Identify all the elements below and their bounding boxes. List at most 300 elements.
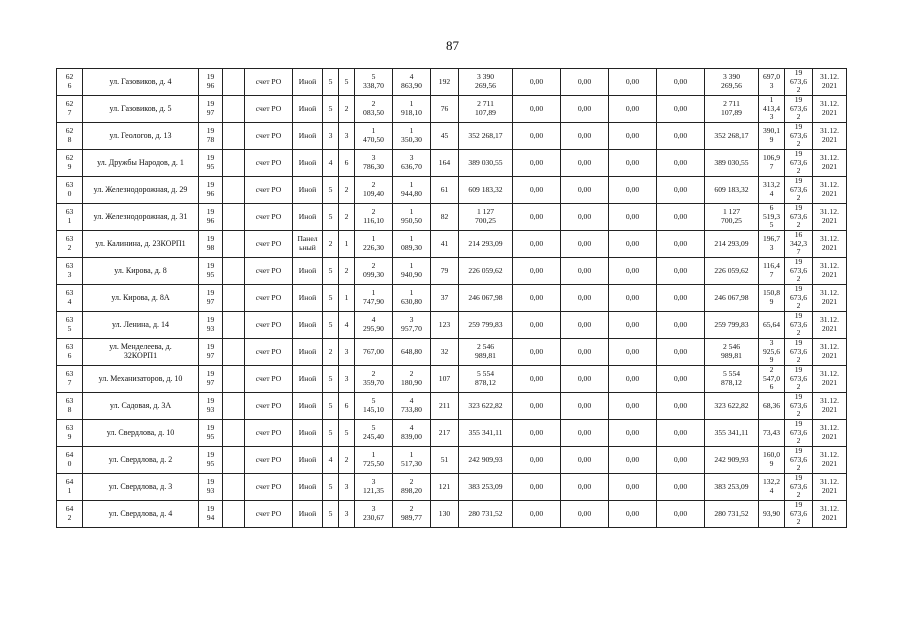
cell-fund-method: счет РО (245, 474, 293, 501)
cell-residents: 82 (431, 204, 459, 231)
cell-cost-municipal: 0,00 (609, 501, 657, 528)
cell-row-number: 63 3 (57, 258, 83, 285)
cell-row-number: 63 9 (57, 420, 83, 447)
cell-cost-per-sqm: 1 413,4 3 (759, 96, 785, 123)
cell-completion-date: 31.12. 2021 (813, 150, 847, 177)
cell-wall-material: Иной (293, 123, 323, 150)
cell-cost-per-sqm: 160,0 9 (759, 447, 785, 474)
cell-address: ул. Свердлова, д. 10 (83, 420, 199, 447)
cell-completion-date: 31.12. 2021 (813, 231, 847, 258)
cell-total-area: 2 359,70 (355, 366, 393, 393)
table-row (57, 474, 847, 501)
cell-total-area: 1 470,50 (355, 123, 393, 150)
cell-cost-fund: 383 253,09 (705, 474, 759, 501)
cell-residents: 164 (431, 150, 459, 177)
cell-living-area: 4 733,80 (393, 393, 431, 420)
table-row (57, 447, 847, 474)
cell-total-area: 2 099,30 (355, 258, 393, 285)
cell-floors: 5 (323, 474, 339, 501)
cell-row-number: 63 5 (57, 312, 83, 339)
cell-total-area: 4 295,90 (355, 312, 393, 339)
cell-cost-owners: 0,00 (657, 150, 705, 177)
cell-cost-municipal: 0,00 (609, 474, 657, 501)
cell-entrances: 2 (339, 177, 355, 204)
cell-cost-regional: 0,00 (561, 150, 609, 177)
cell-total-cost: 246 067,98 (459, 285, 513, 312)
cell-total-area: 3 121,35 (355, 474, 393, 501)
cell-cost-fund: 280 731,52 (705, 501, 759, 528)
cell-cost-limit: 19 673,6 2 (785, 474, 813, 501)
cell-row-number: 63 8 (57, 393, 83, 420)
cell-total-area: 1 226,30 (355, 231, 393, 258)
cell-fund-method: счет РО (245, 177, 293, 204)
cell-total-area: 1 747,90 (355, 285, 393, 312)
cell-cost-federal: 0,00 (513, 231, 561, 258)
cell-wall-material: Иной (293, 150, 323, 177)
cell-cost-regional: 0,00 (561, 312, 609, 339)
cell-total-area: 5 245,40 (355, 420, 393, 447)
cell-fund-method: счет РО (245, 204, 293, 231)
cell-row-number: 63 4 (57, 285, 83, 312)
cell-cost-limit: 19 673,6 2 (785, 366, 813, 393)
cell-cost-regional: 0,00 (561, 258, 609, 285)
cell-cost-owners: 0,00 (657, 393, 705, 420)
cell-entrances: 2 (339, 96, 355, 123)
cell-cost-per-sqm: 3 925,6 9 (759, 339, 785, 366)
cell-completion-date: 31.12. 2021 (813, 285, 847, 312)
cell-year-built: 19 96 (199, 177, 223, 204)
cell-entrances: 3 (339, 474, 355, 501)
cell-row-number: 63 7 (57, 366, 83, 393)
cell-living-area: 3 957,70 (393, 312, 431, 339)
cell-cost-fund: 226 059,62 (705, 258, 759, 285)
cell-year-overhaul (223, 123, 245, 150)
cell-year-overhaul (223, 150, 245, 177)
cell-residents: 79 (431, 258, 459, 285)
cell-year-overhaul (223, 96, 245, 123)
cell-cost-fund: 352 268,17 (705, 123, 759, 150)
cell-cost-municipal: 0,00 (609, 69, 657, 96)
cell-cost-per-sqm: 6 519,3 5 (759, 204, 785, 231)
cell-address: ул. Железнодорожная, д. 31 (83, 204, 199, 231)
cell-cost-fund: 2 711 107,89 (705, 96, 759, 123)
table-row (57, 420, 847, 447)
cell-residents: 130 (431, 501, 459, 528)
cell-wall-material: Иной (293, 177, 323, 204)
cell-cost-owners: 0,00 (657, 501, 705, 528)
cell-year-built: 19 97 (199, 285, 223, 312)
cell-completion-date: 31.12. 2021 (813, 204, 847, 231)
cell-cost-regional: 0,00 (561, 123, 609, 150)
cell-cost-federal: 0,00 (513, 501, 561, 528)
cell-cost-limit: 19 673,6 2 (785, 447, 813, 474)
cell-living-area: 648,80 (393, 339, 431, 366)
table-row (57, 204, 847, 231)
cell-year-built: 19 95 (199, 420, 223, 447)
cell-wall-material: Иной (293, 393, 323, 420)
cell-total-cost: 259 799,83 (459, 312, 513, 339)
cell-cost-municipal: 0,00 (609, 231, 657, 258)
cell-cost-federal: 0,00 (513, 393, 561, 420)
cell-cost-municipal: 0,00 (609, 339, 657, 366)
cell-year-overhaul (223, 339, 245, 366)
cell-cost-federal: 0,00 (513, 204, 561, 231)
cell-row-number: 64 1 (57, 474, 83, 501)
cell-address: ул. Газовиков, д. 4 (83, 69, 199, 96)
cell-completion-date: 31.12. 2021 (813, 447, 847, 474)
cell-floors: 5 (323, 96, 339, 123)
cell-total-area: 5 145,10 (355, 393, 393, 420)
cell-year-built: 19 78 (199, 123, 223, 150)
cell-year-overhaul (223, 258, 245, 285)
cell-row-number: 64 2 (57, 501, 83, 528)
cell-cost-limit: 19 673,6 2 (785, 123, 813, 150)
cell-fund-method: счет РО (245, 123, 293, 150)
cell-living-area: 1 517,30 (393, 447, 431, 474)
cell-cost-municipal: 0,00 (609, 150, 657, 177)
cell-floors: 5 (323, 258, 339, 285)
cell-cost-regional: 0,00 (561, 231, 609, 258)
cell-completion-date: 31.12. 2021 (813, 312, 847, 339)
cell-cost-fund: 5 554 878,12 (705, 366, 759, 393)
cell-residents: 76 (431, 96, 459, 123)
cell-year-overhaul (223, 420, 245, 447)
cell-cost-municipal: 0,00 (609, 123, 657, 150)
cell-cost-fund: 323 622,82 (705, 393, 759, 420)
cell-total-cost: 389 030,55 (459, 150, 513, 177)
cell-entrances: 1 (339, 285, 355, 312)
cell-year-built: 19 95 (199, 447, 223, 474)
cell-entrances: 6 (339, 150, 355, 177)
cell-address: ул. Газовиков, д. 5 (83, 96, 199, 123)
cell-residents: 211 (431, 393, 459, 420)
table-row (57, 393, 847, 420)
cell-year-built: 19 97 (199, 96, 223, 123)
cell-total-area: 767,00 (355, 339, 393, 366)
cell-wall-material: Панел ьный (293, 231, 323, 258)
cell-cost-limit: 19 673,6 2 (785, 285, 813, 312)
cell-cost-federal: 0,00 (513, 96, 561, 123)
cell-entrances: 2 (339, 204, 355, 231)
cell-cost-federal: 0,00 (513, 69, 561, 96)
cell-total-cost: 323 622,82 (459, 393, 513, 420)
cell-wall-material: Иной (293, 366, 323, 393)
cell-address: ул. Железнодорожная, д. 29 (83, 177, 199, 204)
cell-cost-federal: 0,00 (513, 339, 561, 366)
cell-fund-method: счет РО (245, 393, 293, 420)
cell-year-built: 19 97 (199, 366, 223, 393)
cell-total-cost: 214 293,09 (459, 231, 513, 258)
cell-year-built: 19 94 (199, 501, 223, 528)
cell-entrances: 2 (339, 447, 355, 474)
cell-total-cost: 2 711 107,89 (459, 96, 513, 123)
cell-address: ул. Свердлова, д. 4 (83, 501, 199, 528)
cell-floors: 5 (323, 285, 339, 312)
cell-cost-per-sqm: 116,4 7 (759, 258, 785, 285)
table-row (57, 177, 847, 204)
cell-cost-federal: 0,00 (513, 366, 561, 393)
cell-completion-date: 31.12. 2021 (813, 474, 847, 501)
cell-residents: 123 (431, 312, 459, 339)
cell-cost-fund: 242 909,93 (705, 447, 759, 474)
cell-cost-limit: 19 673,6 2 (785, 69, 813, 96)
cell-year-built: 19 95 (199, 150, 223, 177)
table-row (57, 339, 847, 366)
cell-row-number: 62 8 (57, 123, 83, 150)
cell-living-area: 1 918,10 (393, 96, 431, 123)
cell-cost-federal: 0,00 (513, 123, 561, 150)
cell-entrances: 5 (339, 69, 355, 96)
cell-row-number: 63 1 (57, 204, 83, 231)
page-number: 87 (446, 38, 459, 53)
cell-fund-method: счет РО (245, 420, 293, 447)
cell-entrances: 6 (339, 393, 355, 420)
cell-residents: 107 (431, 366, 459, 393)
cell-cost-limit: 19 673,6 2 (785, 393, 813, 420)
cell-cost-limit: 19 673,6 2 (785, 420, 813, 447)
cell-cost-fund: 2 546 989,81 (705, 339, 759, 366)
cell-year-overhaul (223, 204, 245, 231)
cell-year-overhaul (223, 447, 245, 474)
cell-floors: 5 (323, 312, 339, 339)
cell-fund-method: счет РО (245, 69, 293, 96)
cell-cost-per-sqm: 106,9 7 (759, 150, 785, 177)
cell-cost-federal: 0,00 (513, 150, 561, 177)
cell-wall-material: Иной (293, 420, 323, 447)
cell-fund-method: счет РО (245, 339, 293, 366)
cell-living-area: 1 940,90 (393, 258, 431, 285)
cell-total-cost: 226 059,62 (459, 258, 513, 285)
cell-cost-municipal: 0,00 (609, 204, 657, 231)
cell-cost-owners: 0,00 (657, 69, 705, 96)
cell-cost-owners: 0,00 (657, 177, 705, 204)
cell-fund-method: счет РО (245, 96, 293, 123)
cell-cost-regional: 0,00 (561, 420, 609, 447)
cell-total-area: 5 338,70 (355, 69, 393, 96)
cell-living-area: 4 839,00 (393, 420, 431, 447)
cell-total-cost: 355 341,11 (459, 420, 513, 447)
cell-floors: 5 (323, 393, 339, 420)
cell-fund-method: счет РО (245, 258, 293, 285)
table-row (57, 123, 847, 150)
cell-address: ул. Кирова, д. 8 (83, 258, 199, 285)
cell-address: ул. Свердлова, д. 3 (83, 474, 199, 501)
cell-cost-per-sqm: 132,2 4 (759, 474, 785, 501)
cell-fund-method: счет РО (245, 366, 293, 393)
cell-cost-owners: 0,00 (657, 474, 705, 501)
cell-floors: 4 (323, 447, 339, 474)
cell-cost-fund: 246 067,98 (705, 285, 759, 312)
cell-floors: 5 (323, 420, 339, 447)
cell-cost-owners: 0,00 (657, 312, 705, 339)
cell-fund-method: счет РО (245, 501, 293, 528)
cell-row-number: 62 7 (57, 96, 83, 123)
cell-year-overhaul (223, 285, 245, 312)
cell-cost-owners: 0,00 (657, 285, 705, 312)
cell-cost-regional: 0,00 (561, 339, 609, 366)
cell-cost-federal: 0,00 (513, 312, 561, 339)
cell-cost-fund: 3 390 269,56 (705, 69, 759, 96)
cell-cost-owners: 0,00 (657, 204, 705, 231)
cell-year-overhaul (223, 312, 245, 339)
cell-total-cost: 2 546 989,81 (459, 339, 513, 366)
cell-cost-per-sqm: 65,64 (759, 312, 785, 339)
cell-cost-federal: 0,00 (513, 258, 561, 285)
cell-total-cost: 5 554 878,12 (459, 366, 513, 393)
cell-year-built: 19 93 (199, 474, 223, 501)
cell-total-cost: 1 127 700,25 (459, 204, 513, 231)
cell-living-area: 2 180,90 (393, 366, 431, 393)
cell-cost-regional: 0,00 (561, 285, 609, 312)
cell-living-area: 1 350,30 (393, 123, 431, 150)
cell-floors: 5 (323, 204, 339, 231)
cell-completion-date: 31.12. 2021 (813, 177, 847, 204)
cell-cost-municipal: 0,00 (609, 393, 657, 420)
cell-cost-per-sqm: 313,2 4 (759, 177, 785, 204)
cell-cost-per-sqm: 2 547,0 6 (759, 366, 785, 393)
cell-fund-method: счет РО (245, 447, 293, 474)
cell-cost-regional: 0,00 (561, 177, 609, 204)
cell-wall-material: Иной (293, 447, 323, 474)
cell-year-overhaul (223, 177, 245, 204)
cell-total-cost: 383 253,09 (459, 474, 513, 501)
cell-entrances: 5 (339, 420, 355, 447)
cell-cost-fund: 214 293,09 (705, 231, 759, 258)
cell-residents: 51 (431, 447, 459, 474)
cell-cost-municipal: 0,00 (609, 258, 657, 285)
cell-cost-federal: 0,00 (513, 420, 561, 447)
cell-year-overhaul (223, 366, 245, 393)
cell-total-cost: 352 268,17 (459, 123, 513, 150)
cell-total-area: 3 786,30 (355, 150, 393, 177)
cell-cost-owners: 0,00 (657, 258, 705, 285)
cell-cost-federal: 0,00 (513, 177, 561, 204)
cell-cost-regional: 0,00 (561, 96, 609, 123)
cell-completion-date: 31.12. 2021 (813, 69, 847, 96)
cell-year-overhaul (223, 69, 245, 96)
cell-address: ул. Ленина, д. 14 (83, 312, 199, 339)
cell-row-number: 63 0 (57, 177, 83, 204)
cell-cost-municipal: 0,00 (609, 312, 657, 339)
cell-cost-per-sqm: 150,8 9 (759, 285, 785, 312)
cell-cost-limit: 19 673,6 2 (785, 96, 813, 123)
cell-address: ул. Кирова, д. 8А (83, 285, 199, 312)
cell-address: ул. Садовая, д. 3А (83, 393, 199, 420)
table-row (57, 501, 847, 528)
cell-year-built: 19 96 (199, 69, 223, 96)
cell-row-number: 63 6 (57, 339, 83, 366)
cell-floors: 2 (323, 339, 339, 366)
cell-wall-material: Иной (293, 204, 323, 231)
cell-wall-material: Иной (293, 258, 323, 285)
cell-year-overhaul (223, 501, 245, 528)
cell-cost-limit: 19 673,6 2 (785, 204, 813, 231)
cell-year-built: 19 93 (199, 312, 223, 339)
cell-cost-fund: 259 799,83 (705, 312, 759, 339)
cell-residents: 121 (431, 474, 459, 501)
cell-address: ул. Свердлова, д. 2 (83, 447, 199, 474)
cell-row-number: 62 6 (57, 69, 83, 96)
cell-living-area: 2 898,20 (393, 474, 431, 501)
cell-completion-date: 31.12. 2021 (813, 501, 847, 528)
cell-cost-municipal: 0,00 (609, 366, 657, 393)
cell-completion-date: 31.12. 2021 (813, 123, 847, 150)
cell-floors: 5 (323, 366, 339, 393)
cell-wall-material: Иной (293, 312, 323, 339)
cell-cost-per-sqm: 697,0 3 (759, 69, 785, 96)
cell-floors: 2 (323, 231, 339, 258)
cell-completion-date: 31.12. 2021 (813, 258, 847, 285)
cell-wall-material: Иной (293, 96, 323, 123)
cell-cost-municipal: 0,00 (609, 96, 657, 123)
cell-entrances: 4 (339, 312, 355, 339)
cell-entrances: 3 (339, 123, 355, 150)
cell-total-area: 2 109,40 (355, 177, 393, 204)
cell-cost-federal: 0,00 (513, 447, 561, 474)
cell-residents: 61 (431, 177, 459, 204)
cell-residents: 37 (431, 285, 459, 312)
cell-cost-per-sqm: 196,7 3 (759, 231, 785, 258)
cell-cost-per-sqm: 73,43 (759, 420, 785, 447)
cell-year-overhaul (223, 231, 245, 258)
cell-cost-per-sqm: 390,1 9 (759, 123, 785, 150)
table-body (57, 69, 847, 528)
cell-cost-fund: 389 030,55 (705, 150, 759, 177)
cell-year-built: 19 97 (199, 339, 223, 366)
cell-address: ул. Дружбы Народов, д. 1 (83, 150, 199, 177)
cell-cost-municipal: 0,00 (609, 285, 657, 312)
cell-wall-material: Иной (293, 474, 323, 501)
cell-row-number: 62 9 (57, 150, 83, 177)
cell-cost-owners: 0,00 (657, 339, 705, 366)
cell-row-number: 64 0 (57, 447, 83, 474)
cell-total-cost: 280 731,52 (459, 501, 513, 528)
cell-cost-municipal: 0,00 (609, 420, 657, 447)
cell-total-cost: 3 390 269,56 (459, 69, 513, 96)
cell-living-area: 1 089,30 (393, 231, 431, 258)
table-row (57, 150, 847, 177)
cell-cost-limit: 19 673,6 2 (785, 258, 813, 285)
cell-cost-federal: 0,00 (513, 474, 561, 501)
cell-year-built: 19 96 (199, 204, 223, 231)
cell-wall-material: Иной (293, 339, 323, 366)
table-row (57, 285, 847, 312)
cell-address: ул. Калинина, д. 23КОРП1 (83, 231, 199, 258)
table-row (57, 231, 847, 258)
cell-cost-per-sqm: 68,36 (759, 393, 785, 420)
cell-cost-owners: 0,00 (657, 231, 705, 258)
cell-residents: 32 (431, 339, 459, 366)
cell-living-area: 1 630,80 (393, 285, 431, 312)
cell-entrances: 3 (339, 366, 355, 393)
cell-cost-limit: 19 673,6 2 (785, 150, 813, 177)
cell-cost-regional: 0,00 (561, 69, 609, 96)
cell-living-area: 1 950,50 (393, 204, 431, 231)
cell-address: ул. Менделеева, д. 32КОРП1 (83, 339, 199, 366)
cell-cost-regional: 0,00 (561, 447, 609, 474)
cell-cost-regional: 0,00 (561, 204, 609, 231)
cell-cost-owners: 0,00 (657, 96, 705, 123)
cell-floors: 5 (323, 177, 339, 204)
cell-living-area: 1 944,80 (393, 177, 431, 204)
cell-living-area: 4 863,90 (393, 69, 431, 96)
cell-total-area: 1 725,50 (355, 447, 393, 474)
cell-total-cost: 609 183,32 (459, 177, 513, 204)
table-row (57, 258, 847, 285)
table-row (57, 366, 847, 393)
cell-cost-limit: 19 673,6 2 (785, 312, 813, 339)
table-row (57, 312, 847, 339)
